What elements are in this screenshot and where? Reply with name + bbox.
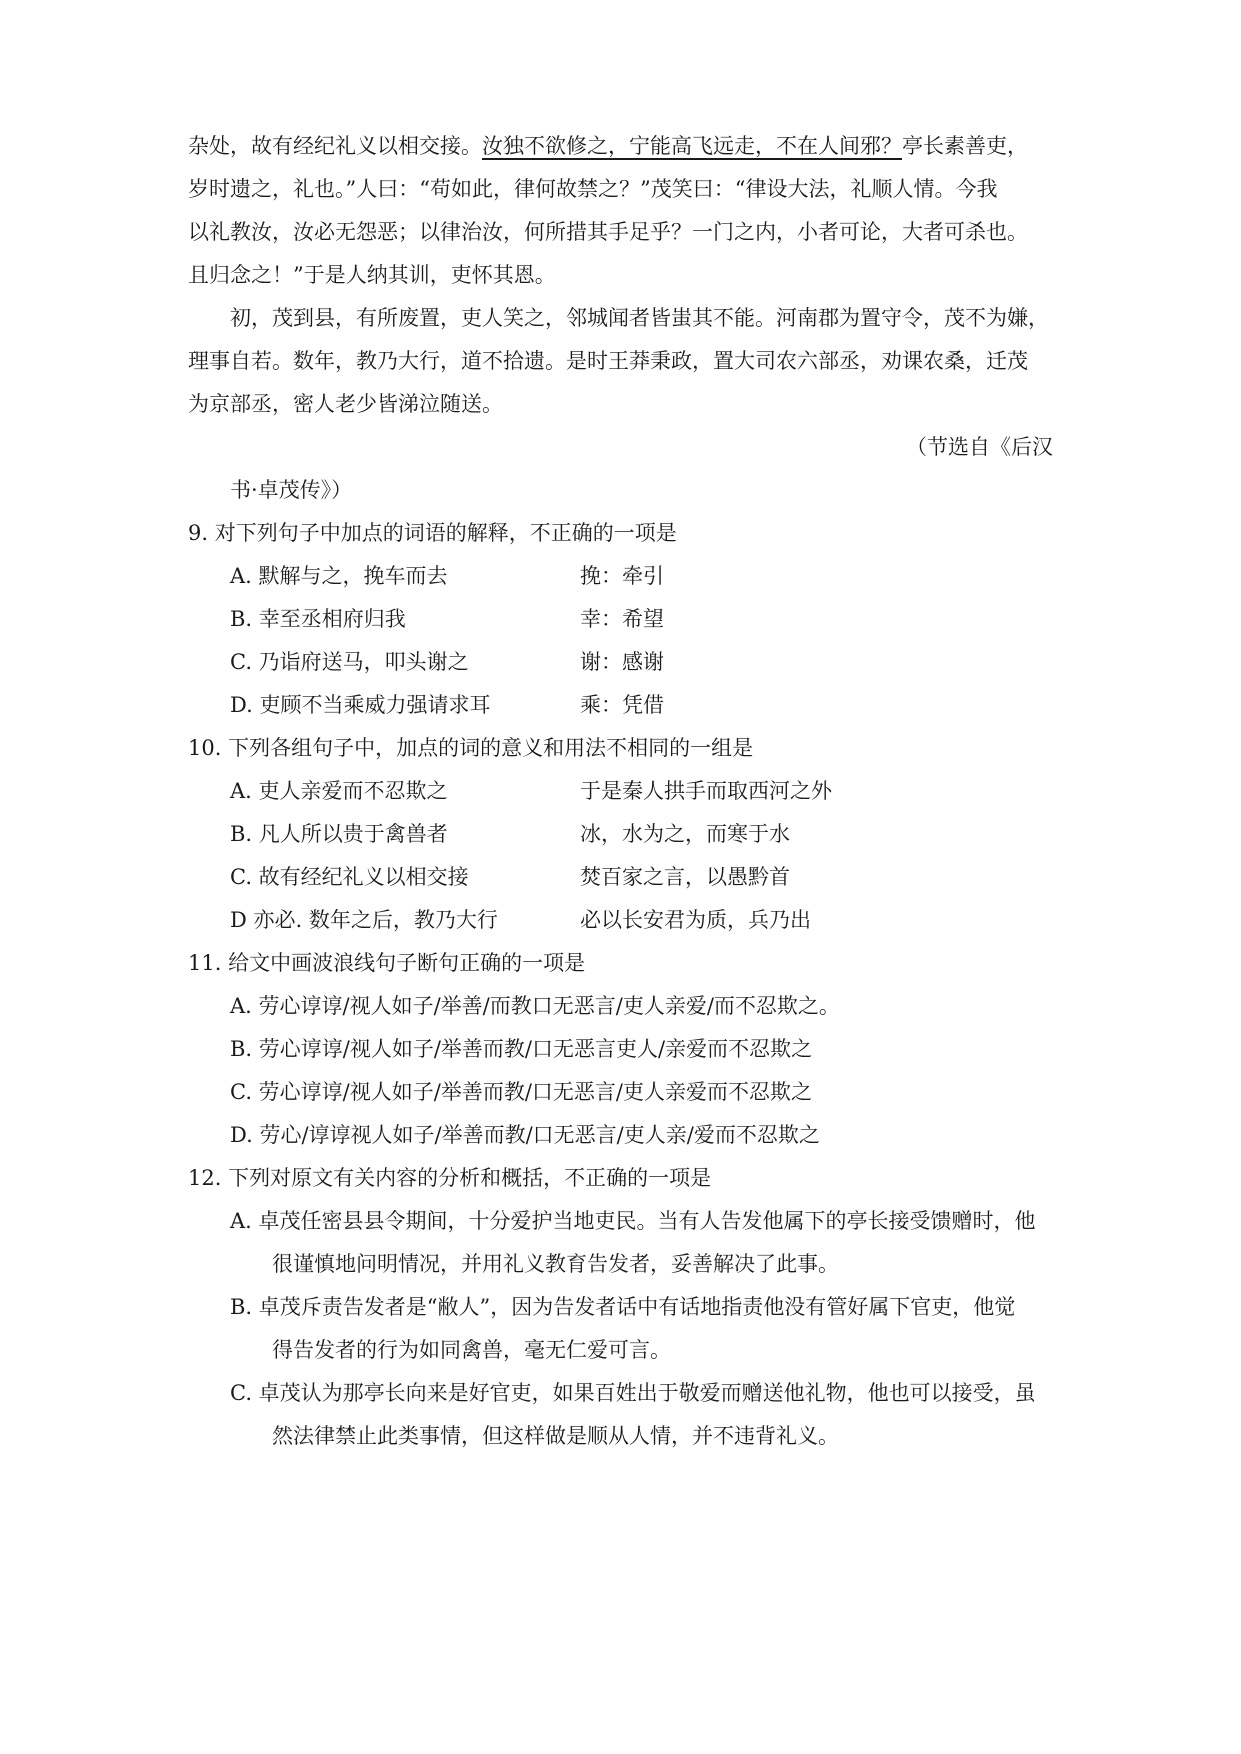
option-text: A. 默解与之，挽车而去 xyxy=(230,564,448,588)
option-row xyxy=(230,561,448,591)
option-text-continued: 得告发者的行为如同禽兽，毫无仁爱可言。 xyxy=(272,1338,671,1362)
passage-line: 岁时遗之，礼也。”人曰：“苟如此，律何故禁之？”茂笑曰：“律设大法，礼顺人情。今我 xyxy=(188,177,998,201)
passage-line xyxy=(188,131,1028,161)
passage-line: 以礼教汝，汝必无怨恶；以律治汝，何所措其手足乎？一门之内，小者可论，大者可杀也。 xyxy=(188,220,1028,244)
question-stem: 11. 给文中画波浪线句子断句正确的一项是 xyxy=(188,951,586,975)
option-row xyxy=(230,604,406,634)
option-answer: 焚百家之言，以愚黔首 xyxy=(580,865,790,889)
passage-line: 且归念之！”于是人纳其训，吏怀其恩。 xyxy=(188,263,556,287)
option-text: C. 劳心谆谆/视人如子/举善而教/口无恶言/吏人亲爱而不忍欺之 xyxy=(230,1080,812,1104)
option-text: A. 吏人亲爱而不忍欺之 xyxy=(230,779,448,803)
option-answer: 乘：凭借 xyxy=(580,693,664,717)
option-text: D. 劳心/谆谆视人如子/举善而教/口无恶言/吏人亲/爱而不忍欺之 xyxy=(230,1123,820,1147)
underlined-sentence: 汝独不欲修之，宁能高飞远走，不在人间邪？ xyxy=(482,134,902,158)
passage-line: 理事自若。数年，教乃大行，道不拾遗。是时王莽秉政，置大司农六部丞，劝课农桑，迁茂 xyxy=(188,349,1028,373)
option-text: D 亦必. 数年之后，教乃大行 xyxy=(230,908,498,932)
option-answer: 幸：希望 xyxy=(580,607,664,631)
option-text: B. 卓茂斥责告发者是“敝人”，因为告发者话中有话地指责他没有管好属下官吏，他觉 xyxy=(230,1295,1016,1319)
option-text: C. 卓茂认为那亭长向来是好官吏，如果百姓出于敬爱而赠送他礼物，他也可以接受，虽 xyxy=(230,1381,1036,1405)
question-stem: 12. 下列对原文有关内容的分析和概括，不正确的一项是 xyxy=(188,1166,712,1190)
source-citation: 书·卓茂传》） xyxy=(230,478,353,502)
passage-text: 亭长素善吏， xyxy=(902,134,1028,158)
option-answer: 谢：感谢 xyxy=(580,650,664,674)
option-text-continued: 很谨慎地问明情况，并用礼义教育告发者，妥善解决了此事。 xyxy=(272,1252,839,1276)
option-text: C. 乃诣府送马，叩头谢之 xyxy=(230,650,469,674)
option-answer: 于是秦人拱手而取西河之外 xyxy=(580,779,832,803)
option-text: B. 幸至丞相府归我 xyxy=(230,607,406,631)
option-text: B. 凡人所以贵于禽兽者 xyxy=(230,822,448,846)
option-text: D. 吏顾不当乘威力强请求耳 xyxy=(230,693,491,717)
option-row xyxy=(230,647,469,677)
option-text: A. 卓茂任密县县令期间，十分爱护当地吏民。当有人告发他属下的亭长接受馈赠时，他 xyxy=(230,1209,1036,1233)
question-stem: 9. 对下列句子中加点的词语的解释，不正确的一项是 xyxy=(188,521,677,545)
passage-text: 杂处，故有经纪礼义以相交接。 xyxy=(188,134,482,158)
option-answer: 必以长安君为质，兵乃出 xyxy=(580,908,811,932)
passage-line: 初，茂到县，有所废置，吏人笑之，邻城闻者皆蚩其不能。河南郡为置守令，茂不为嫌， xyxy=(230,306,1049,330)
option-text: A. 劳心谆谆/视人如子/举善/而教口无恶言/吏人亲爱/而不忍欺之。 xyxy=(230,994,840,1018)
passage-line: 为京部丞，密人老少皆涕泣随送。 xyxy=(188,392,503,416)
option-row xyxy=(230,690,490,720)
option-text: C. 故有经纪礼义以相交接 xyxy=(230,865,469,889)
option-text-continued: 然法律禁止此类事情，但这样做是顺从人情，并不违背礼义。 xyxy=(272,1424,839,1448)
option-answer: 冰，水为之，而寒于水 xyxy=(580,822,790,846)
source-citation: （节选自《后汉 xyxy=(906,435,1053,459)
question-stem: 10. 下列各组句子中，加点的词的意义和用法不相同的一组是 xyxy=(188,736,754,760)
option-answer: 挽：牵引 xyxy=(580,564,664,588)
option-text: B. 劳心谆谆/视人如子/举善而教/口无恶言吏人/亲爱而不忍欺之 xyxy=(230,1037,813,1061)
